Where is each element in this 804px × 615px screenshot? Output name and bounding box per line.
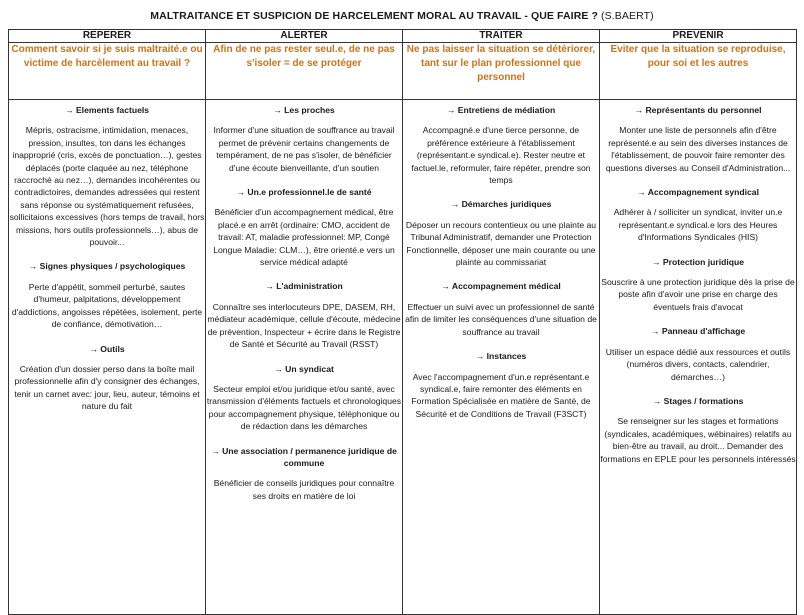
guide-table (8, 29, 797, 615)
section-text: Se renseigner sur les stages et formations (syndicales, académiques, wébinaires) relatifs au bien-être au travail, au droit... Demander des formations en EPLE pour les personnels intéressés (600, 416, 796, 464)
title-author: (S.BAERT) (601, 10, 654, 22)
column-body-traiter (403, 100, 600, 615)
column-body-prevenir (600, 100, 797, 615)
column-header-traiter: TRAITER (403, 30, 600, 43)
column-header-prevenir: PREVENIR (600, 30, 797, 43)
section-text: Mépris, ostracisme, intimidation, menaces, pression, insultes, ton dans les échanges inapproprié (cris, excès de ponctuation…), gestes déplacés (porte claquée au nez, téléphone raccroché au nez…), demandes incohérentes ou contradictoires, demandes adressées qui restent sans réponse ou systématiquement refusées, sollicitaions excessives (hors temps de travail, hors missions, hors outils professionnels…), abus de pouvoir... (9, 125, 205, 248)
section-text: Avec l'accompagnement d'un.e représentant.e syndical.e, faire remonter des éléments en Formation Spécialisée en matière de Santé, de Sécurité et de Conditions de Travail (F3SCT) (411, 371, 591, 419)
column-subtitle-reperer: Comment savoir si je suis maltraité.e ou victime de harcèlement au travail ? (9, 43, 206, 100)
section-heading: → Elements factuels (64, 105, 150, 115)
section-text: Bénéficier d'un accompagnement médical, être placé.e en arrêt (ordinaire: CMO, accident de travail: AT, maladie professionnel: MP, Congé Longue Maladie: CLM…), être orienté.e vers un service médical adapté (213, 207, 395, 268)
section-heading: → Représentants du personnel (634, 105, 762, 115)
section-text: Déposer un recours contentieux ou une plainte au Tribunal Administratif, demander une Protection Fonctionnelle, déposer une main courante ou une plainte au commissariat (405, 219, 597, 268)
column-body-reperer (9, 100, 206, 615)
subtitle-row (9, 43, 797, 100)
column-subtitle-traiter: Ne pas laisser la situation se détériorer, tant sur le plan professionnel que personnel (403, 43, 600, 100)
section-heading: → Signes physiques / psychologiques (28, 261, 186, 272)
column-header-alerter: ALERTER (206, 30, 403, 43)
content-row (9, 100, 797, 615)
section-heading: → Outils (89, 343, 125, 354)
section-heading: → Instances (475, 351, 527, 362)
section-text: Secteur emploi et/ou juridique et/ou santé, avec transmission d'éléments factuels et chronologiques pour accompagnement physique, téléphonique ou de rédaction dans les démarches (206, 383, 402, 432)
section-text: Informer d'une situation de souffrance au travail permet de prévenir certains changements de tempérament, de ne pas s'isoler, de bénéficier d'une écoute bienveillante, d'un soutien (213, 125, 395, 173)
section-text: Bénéficier de conseils juridiques pour connaître ses droits en matière de loi (213, 478, 395, 501)
document-title (0, 10, 804, 22)
column-subtitle-prevenir: Eviter que la situation se reproduise, pour soi et les autres (600, 43, 797, 100)
section-heading: → L'administration (265, 281, 343, 292)
title-main: MALTRAITANCE ET SUSPICION DE HARCELEMENT MORAL AU TRAVAIL - QUE FAIRE ? (150, 10, 599, 22)
section-text: Connaître ses interlocuteurs DPE, DASEM, RH, médiateur académique, cellule d'écoute, médecine de prévention, Inspecteur + écrire dans le Registre de Santé et Sécurité au Travail (RSST) (207, 301, 401, 350)
section-text: Création d'un dossier perso dans la boîte mail professionnelle afin d'y consigner des échanges, tenir un carnet avec: jour, lieu, auteur, témoins et nature du fait (14, 363, 200, 412)
section-heading: → Une association / permanence juridique de commune (211, 445, 397, 468)
section-heading: → Accompagnement médical (441, 281, 561, 292)
section-heading: → Stages / formations (652, 395, 744, 406)
section-text: Utiliser un espace dédié aux ressources et outils (numéros divers, contacts, calendrier, démarches…) (605, 346, 791, 382)
section-text: Monter une liste de personnels afin d'être représenté.e au sein des diverses instances de l'établissement, de pouvoir faire remonter des questions diverses au Conseil d'Administration... (605, 125, 791, 173)
section-heading: → Accompagnement syndical (637, 187, 759, 198)
section-text: Perte d'appétit, sommeil perturbé, sautes d'humeur, palpitations, développement d'addictions, angoisses répétées, isolement, perte de confiance, démotivation… (11, 281, 203, 330)
section-heading: → Un.e professionnel.le de santé (236, 187, 372, 198)
section-heading: → Entretiens de médiation (446, 105, 556, 115)
section-heading: → Protection juridique (651, 256, 745, 267)
section-text: Effectuer un suivi avec un professionnel de santé afin de limiter les conséquences d'une situation de souffrance au travail (405, 301, 597, 337)
section-text: Souscrire à une protection juridique dès la prise de poste afin d'avoir une prise en charge des éventuels frais d'avocat (601, 277, 795, 312)
section-heading: → Démarches juridiques (450, 199, 552, 210)
column-header-reperer: REPERER (9, 30, 206, 43)
section-heading: → Panneau d'affichage (650, 326, 746, 337)
section-heading: → Un syndicat (274, 363, 334, 374)
column-subtitle-alerter: Afin de ne pas rester seul.e, de ne pas s'isoler = de se protéger (206, 43, 403, 100)
column-body-alerter (206, 100, 403, 615)
section-text: Adhérer à / solliciter un syndicat, inviter un.e représentant.e syndical.e lors des Heures d'Informations Syndicales (HIS) (613, 207, 783, 243)
section-heading: → Les proches (273, 105, 335, 115)
section-text: Accompagné.e d'une tierce personne, de préférence extérieure à l'établissement (représentant.e syndical.e). Rester neutre et factuel.le, reformuler, faire répéter, prendre son temps (411, 125, 591, 186)
header-row (9, 30, 797, 43)
